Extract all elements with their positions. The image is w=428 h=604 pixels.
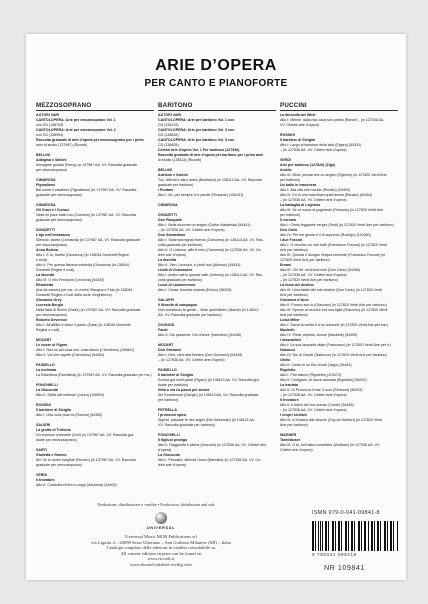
entry-line: Atto II: Credo in un Dio crudel (Jago) (54461) (280, 363, 352, 367)
entry-line: Atto I: Pescator, affonda l’esca (Barnaba) (in 127536 AA. VV. Ce- (158, 458, 262, 462)
entry-heading: Tannhäuser (280, 438, 301, 442)
entry-heading: Roberto Devereux (36, 318, 67, 322)
entry-heading: CIMAROSA (158, 203, 178, 207)
entry-line: Arie per baritono) (280, 423, 308, 427)
entry-line: CD (138828) (158, 133, 179, 137)
entry-heading: CANTOLOPERA: Arie per baritono Vol. 3 con (158, 138, 235, 142)
column-baritono (158, 102, 276, 468)
entry-line: graduale per baritono) (158, 183, 194, 187)
entry-line: Atto II: Voi che sapete (Cherubino) (54364) (36, 353, 105, 357)
publisher-line: Catalogo completo delle edizioni in vendita consultabile su (106, 545, 216, 551)
entry-heading: Le nozze di Figaro (36, 343, 68, 347)
entry-line: per baritono) (280, 178, 301, 182)
entry-line: Atto I: Ambo nati in questa valle (Antonio) (in 138113 AA. VV. Rac- (158, 273, 264, 277)
entry-heading: Arie per baritono (127820) (Zigo) (280, 163, 336, 167)
entry-line: Atto II: Raggiunta è calma (Amenofi) (in 127536 AA. VV. Celebri arie (158, 443, 267, 447)
entry-heading: Gli Orazi e i Curiazi (36, 208, 69, 212)
entry-heading: Faust (158, 328, 168, 332)
entry-heading: Raccolta graduale di arie d’opera per mezzosoprano per i primi (36, 138, 144, 142)
entry-heading: Il figliuol prodigo (158, 438, 188, 442)
entry-heading: Adelson e Salvini (158, 173, 188, 177)
entry-heading: Don Sebastiano (158, 233, 186, 237)
column-lines (280, 113, 398, 453)
entry-heading: Giovanna d’Arco (280, 298, 309, 302)
entry-heading: Don Carlo (280, 228, 298, 232)
entry-line: con CD (138703) (36, 123, 64, 127)
publisher-info (66, 534, 256, 568)
column-header: MEZZOSOPRANO (36, 102, 154, 111)
entry-heading: Il filosofo di campagna (158, 303, 197, 307)
entry-line: Arie per baritono) (280, 248, 308, 252)
entry-heading: PONCHIELLI (158, 433, 180, 437)
entry-line: per mezzosoprano) (36, 243, 67, 247)
entry-heading: Macbeth (280, 328, 295, 332)
entry-heading: Rigoletto (280, 368, 296, 372)
entry-line: Atto II: Stella del marinar! (Laura) (106904) (36, 393, 105, 397)
entry-line: Nella mi pace stato mio (Curiazio) (in 137987 AA. VV. Raccolta (36, 213, 136, 217)
entry-line: Atto III: O mio Fernando (Leonora) (54330) (36, 278, 105, 282)
entry-heading: ROSSINI (280, 133, 295, 137)
entry-line: – (in 127820 Verdi Arie per baritono) (280, 278, 338, 282)
entry-line: Regine e ruoli) (36, 328, 60, 332)
entry-heading: La favorita (158, 258, 177, 262)
entry-heading: Lucrezia Borgia (36, 303, 63, 307)
entry-line: Atto II: Dio possente, Dio d’amor (Valentino) (54446) (158, 333, 242, 337)
universal-logo (136, 512, 186, 530)
entry-heading: Don Pasquale (158, 218, 182, 222)
entry-line: – (in 127536 AA. VV. Celebri arie d’opera) (158, 358, 225, 362)
publisher-line: Universal Music MGB Publications srl (125, 534, 197, 539)
entry-heading: Adalgisa e Salvini (36, 158, 67, 162)
entry-heading: VERDI (280, 158, 291, 162)
entry-heading: BELLINI (36, 153, 50, 157)
entry-heading: PETRELLA (158, 408, 177, 412)
entry-heading: MOZART (36, 338, 52, 342)
page-subtitle: PER CANTO E PIANOFORTE (144, 78, 288, 89)
entry-line: Atto I: Sciarmai regnal riforma (Camoens) (in 138113 AA. VV. Rac- (158, 238, 264, 242)
publisher-line: via Liguria 4 – 20098 Sesto Ulteriano – San Giuliano Milanese (MI) – Italia (91, 539, 231, 545)
entry-line: – (in 127536 AA. VV. Celebri arie d’opera) (280, 148, 347, 152)
entry-heading: Ernani (280, 263, 292, 267)
entry-line: Scorsa già molti paesi (Figaro) (in 138113 AA. VV. Raccolta gra- (158, 378, 260, 382)
entry-line: Silenzio, tacete (Leonarda) (in 137987 AA. VV. Raccolta graduale (36, 238, 140, 242)
entry-line: anni di studio (137987) (Ricordi) (36, 143, 88, 147)
entry-line: e ruoli) (36, 258, 47, 262)
entry-line: duale per mezzosoprano) (36, 438, 77, 442)
entry-heading: I vespri siciliani (280, 413, 307, 417)
column-header: BARITONO (158, 102, 276, 111)
entry-line: Atto I: Cruda, funesta smania (Enrico) (56204) (158, 288, 232, 292)
entry-line: Atto I: E tu, marito (Giovanna) (in 138044 Donizetti Regine (36, 253, 129, 257)
entry-heading: DONIZETTI (158, 213, 177, 217)
entry-heading: La fanciulla del West (280, 113, 316, 117)
entry-line: Donizetti Regine e ruoli) (36, 268, 75, 272)
entry-line: Atto IV: Per me giunto è il dì supremo (Rodrigo) (110080) (280, 233, 371, 237)
barcode-number: 9 790041 098418 (312, 552, 357, 557)
entry-line: Atto I: All’afflitto è dolce il pianto (Sara) (in 138044 Donizetti (36, 323, 131, 327)
entry-heading: La Gioconda (158, 453, 180, 457)
entry-line: La Rachelina (Rachelina) (in 137987 AA. VV. Raccolta graduale per ms.) (36, 373, 152, 377)
entry-heading: CANTOLOPERA: Arie per baritono Vol. 1 con (158, 118, 235, 122)
entry-heading: Giovanna Grey (36, 298, 62, 302)
entry-line: graduale per mezzosoprano) (36, 193, 82, 197)
entry-line: Signori, passate le mie segini (Don Abbondio) (in 138113 AA. (158, 418, 256, 422)
entry-line: Arie per baritono) (280, 313, 308, 317)
entry-heading: CANTOLOPERA: Arie per mezzosoprano Vol. 1 (36, 118, 116, 122)
entry-line: Tuo, difendi e altro rivelsi (Bonifacio) (in 138113 AA. VV. Raccolta (158, 178, 262, 182)
entry-heading: La forza del destino (280, 283, 314, 287)
entry-line: – (in 127536 AA. VV. Celebri arie d’opera) (158, 228, 225, 232)
entry-heading: BELLINI (158, 168, 172, 172)
entry-line: Atto I: Minnie, dalla mia casa son partito (Rance) - (in 127536 AA. (280, 118, 385, 122)
entry-line: Immagine gradita (Ferny) cn 137987 AA. VV. Raccolta graduale (36, 163, 138, 167)
entry-heading: La traviata (280, 383, 298, 387)
entry-heading: DONIZETTI (36, 228, 55, 232)
publisher-line: www.durand-salabert-eschig.com (130, 561, 192, 567)
entry-heading: Il barbiere di Siviglia (158, 373, 193, 377)
entry-line: Atto III: Questa è dunque l’iniqua mercede (Francesco Foscari) (in (280, 253, 386, 257)
ismn-code: ISMN 979-0-041-09841-8 (312, 510, 380, 516)
entry-heading: PAISIELLO (36, 363, 55, 367)
entry-heading: Linda di Chamounix (158, 268, 193, 272)
entry-line: – (in 127536 AA. VV. Celebri arie d’opera) (280, 393, 347, 397)
document-page (26, 34, 406, 580)
entry-line: Atto I: Cento leggiadre vergini (Seid) (in 127820 Verdi Arie per baritono) (280, 223, 394, 227)
entry-line: AA. VV. Raccolta graduale per baritono) (158, 313, 222, 317)
entry-line: Atto II: Vien, Leonora, a’ piedi tuoi (Alfonso) (54443) (158, 263, 241, 267)
page-title: ARIE D’OPERA (155, 57, 277, 74)
entry-heading: Il corsaro (280, 218, 297, 222)
entry-line: Atto I: Pari siamo! (Rigoletto) (119473) (280, 373, 342, 377)
production-note (26, 502, 286, 507)
entry-heading: SALIERI (36, 423, 51, 427)
entry-heading: Anna Bolena (36, 248, 58, 252)
entry-line: Atto I: Alla vita che t’arride (Renato) (54453) (280, 188, 350, 192)
entry-line: Atto I: La sua lampada vitale (Francesco) (in 127820 Verdi Arie per b.) (280, 343, 392, 347)
entry-heading: WAGNER (280, 433, 297, 437)
entry-line: CD (138605) (158, 143, 179, 147)
entry-heading: Nina o sia La pazza per amore (158, 388, 210, 392)
entry-line: Atto III: Speme al vecchio era una figlia (Giacomo) (in 127820 Verdi (280, 308, 388, 312)
column-baritono-continued (280, 102, 398, 453)
entry-heading: Otello (280, 358, 291, 362)
entry-heading: Giulietta e Romeo (36, 453, 67, 457)
entry-line: con CD (138994) (36, 133, 64, 137)
entry-line: Non combinolo fa gente... Vede quell’albero (Nardo) (in 138113 (158, 308, 259, 312)
entry-line: per mezzosoprano) (36, 168, 67, 172)
entry-line: Atto IV: Pietà, rispetto, amore (Macbeth) (54459) (280, 333, 358, 337)
entry-line: d’opera) (158, 448, 172, 452)
entry-line: Atto II: Il balen del suo sorriso (Conte) (54465) (280, 403, 354, 407)
entry-heading: L’ajo nell’imbarazzo (36, 233, 70, 237)
column-lines (36, 113, 154, 488)
entry-line: Atto I: O vecchio cor che batti (Francesco Foscari) (in 127820 Verdi (280, 243, 388, 247)
entry-heading: VERDI (36, 473, 47, 477)
entry-heading: I Puritani (158, 188, 174, 192)
entry-line: duale per baritono) (158, 383, 189, 387)
entry-line: per baritono) (280, 213, 301, 217)
entry-line: Atto III: In braccio alle dovizie (Guy de Monfort) (in 127820 Verdi (280, 418, 383, 422)
entry-heading: CANTOLOPERA: Arie per mezzosoprano Vol. 2 (36, 128, 116, 132)
entry-line: Atto I: Ah, per sempre io ti perdei (Riccardo) (106141) (158, 193, 244, 197)
column-lines (158, 113, 276, 468)
entry-line: Atto I: Una voce poco fa (Rosina) (54355) (36, 413, 103, 417)
entry-line: Atto I: Bella siccome un angelo (Dottor Malatesta) (54441) (158, 223, 251, 227)
entry-heading: GALUPPI (158, 298, 174, 302)
entry-heading: Don Giovanni (158, 348, 182, 352)
entry-heading: Pigmalione (36, 183, 56, 187)
entry-line: per mezzosoprano) (36, 313, 67, 317)
entry-heading: Lucia di Lammermoor (158, 283, 196, 287)
entry-line: CD (138133) (158, 123, 179, 127)
entry-heading: GOUNOD (158, 323, 175, 327)
entry-heading: La molinara (36, 368, 57, 372)
publisher-line: www.ricordi.it (147, 556, 175, 562)
entry-line: Atto IV: Dio di Giuda! (Nabucco) (in 127820 Verdi Arie per baritono) (280, 353, 387, 357)
entry-line: di studio (138113) (Ricordi) (158, 158, 202, 162)
entry-line: Donizetti Regine e ruoli dalla corte d’Inghilterra) (36, 293, 112, 297)
entry-line: Atto II: Per questa fiamma indomita (Giovanna) (in 138044 (36, 263, 129, 267)
entry-line: VV. Raccolta graduale per baritono) (158, 423, 215, 427)
entry-heading: Nabucco (280, 348, 296, 352)
entry-line: Atto I: Non so più cosa son, cosa faccio (Cherubino) (106841) (36, 348, 135, 352)
entry-heading: I promessi sposi (158, 413, 187, 417)
entry-line: Atto III: O tu, bell’astro incantator (Wolfram) (in 127536 AA. VV. (280, 443, 381, 447)
globe-icon (155, 512, 167, 524)
entry-heading: SARTI (36, 448, 47, 452)
entry-heading: Celebri arie d’opera Vol. 1 Per baritono (127536) (158, 148, 240, 152)
entry-heading: Luisa Miller (280, 318, 300, 322)
catalog-number: NR 109841 (324, 563, 365, 572)
entry-line: Atto I: Sacra la scelta è d’un consorte (in 127820 Verdi Arie per bar.) (280, 323, 389, 327)
entry-heading: PONCHIELLI (36, 383, 58, 387)
entry-line: Atto II: O Lisbona, alfin ti miro (Camoens) (in 127536 AA. VV. Ce- (158, 248, 262, 252)
entry-line: Bel nome il cavaliero (Pigmalione) (in 137987 AA. VV. Raccolta (36, 188, 137, 192)
entry-line: per baritono) (158, 398, 179, 402)
entry-line: Atto II: Di Provenza il mar, il suol (Germont) (56293) (280, 388, 363, 392)
entry-line: lebri arie d’opera) (158, 253, 186, 257)
entry-heading: PAISIELLO (158, 368, 177, 372)
entry-heading: CIMAROSA (36, 203, 56, 207)
publisher-line: All current editions in print can be found on (120, 550, 202, 556)
logo-text: UNIVERSAL (146, 525, 176, 530)
entry-line: VV. Celebri arie d’opera) (280, 123, 320, 127)
entry-heading: La Gioconda (36, 388, 58, 392)
entry-line: lebri arie d’opera) (158, 463, 186, 467)
entry-heading: Elisabetta (36, 283, 53, 287)
entry-line: Atto II: Cortigiani, vil razza dannata (Rigoletto) (56292) (280, 378, 367, 382)
entry-heading: AUTORI VARI (158, 113, 182, 117)
entry-line: graduale per mezzosoprano) (36, 218, 82, 222)
entry-heading: Il barbiere di Siviglia (280, 138, 315, 142)
entry-heading: La grotta di Trofonio (36, 428, 71, 432)
entry-line: Ah! Se tu dormi svegliati (Romeo) (in 137987 AA. VV. Raccolta (36, 458, 136, 462)
column-mezzosoprano (36, 102, 154, 488)
entry-line: Atto I: Deh, vieni alla finestra (Don Giovanni) (54449) (158, 353, 243, 357)
entry-heading: Raccolta graduale di arie d’opera per baritono per i primi anni (158, 153, 264, 157)
entry-line: Atto I: Largo al factotum della città (Figaro) (54451) (280, 143, 362, 147)
entry-heading: Il barbiere di Siviglia (36, 408, 71, 412)
entry-line: Ah! Eccellenza! (Giorgio) (in 138113 AA. VV. Raccolta graduale (158, 393, 259, 397)
entry-line: Atto III: Eri tu che macchiavi quell’anima (Renato) (54454) (280, 193, 373, 197)
entry-line: Atto II: Franco son io (Giacomo) (in 127820 Verdi Arie per baritono) (280, 303, 387, 307)
entry-line: Arie per baritono) (280, 293, 308, 297)
entry-line: Celebri arie d’opera) (280, 448, 313, 452)
entry-heading: AUTORI VARI (36, 113, 60, 117)
entry-line: Atto III: Oh! de’ verd’anni miei (Don Carlo) (54456) (280, 268, 360, 272)
entry-line: Un boccone d’amante (Dori) (in 137987 AA. VV. Raccolta gra- (36, 433, 135, 437)
entry-heading: Aroldo (280, 168, 292, 172)
entry-line: Aria da camera per ms.: In morte! Bisogna è Fida (in 138044 (36, 288, 133, 292)
entry-heading: Un ballo in maschera (280, 183, 317, 187)
entry-heading: Il trovatore (280, 398, 299, 402)
entry-line: colta graduale per baritono) (158, 278, 202, 282)
entry-line: – (in 127536 AA. VV. Celebri arie d’opera) (280, 408, 347, 412)
entry-heading: MOZART (158, 343, 174, 347)
entry-heading: Il trovatore (36, 478, 55, 482)
entry-line: colta graduale per baritono) (158, 243, 202, 247)
entry-line: graduale per mezzosoprano) (36, 463, 82, 467)
entry-heading: I due Foscari (280, 238, 303, 242)
column-header: PUCCINI (280, 102, 398, 111)
entry-heading: CANTOLOPERA: Arie per baritono Vol. 2 con (158, 128, 235, 132)
entry-line: – (in 127536 AA. VV. Celebri arie d’opera) (280, 273, 347, 277)
entry-heading: La favorita (36, 273, 55, 277)
entry-line: Atto III: Urna fatale del mio destino (Don Carlo) (in 127820 Verdi (280, 288, 382, 292)
entry-line: – (in 127536 AA. VV. Celebri arie d’opera) (280, 198, 347, 202)
entry-heading: La battaglia di Legnano (280, 203, 321, 207)
production-line: Produzione, distribuzione e vendita • Production, distribution and sale (97, 502, 215, 507)
barcode (312, 519, 398, 551)
entry-heading: I masnadieri (280, 338, 301, 342)
entry-line: Atto II: Condotta ell’era in ceppi (Azucena) (54400) (36, 483, 117, 487)
entry-line: Nella fatal di Rimini (Orsini) (in 137987 AA. VV. Raccolta graduale (36, 308, 141, 312)
entry-line: Atto III: Mina, pensai che un angelo (Egberto) (in 127820 Verdi Arie (280, 173, 387, 177)
entry-line: Atto III: Se al nuovo di pugnando (Rolando) (in 127820 Verdi Arie (280, 208, 384, 212)
entry-line: 127820 Verdi Arie per baritono) (280, 258, 330, 262)
entry-heading: ROSSINI (36, 403, 51, 407)
entry-heading: CIMAROSA (36, 178, 56, 182)
